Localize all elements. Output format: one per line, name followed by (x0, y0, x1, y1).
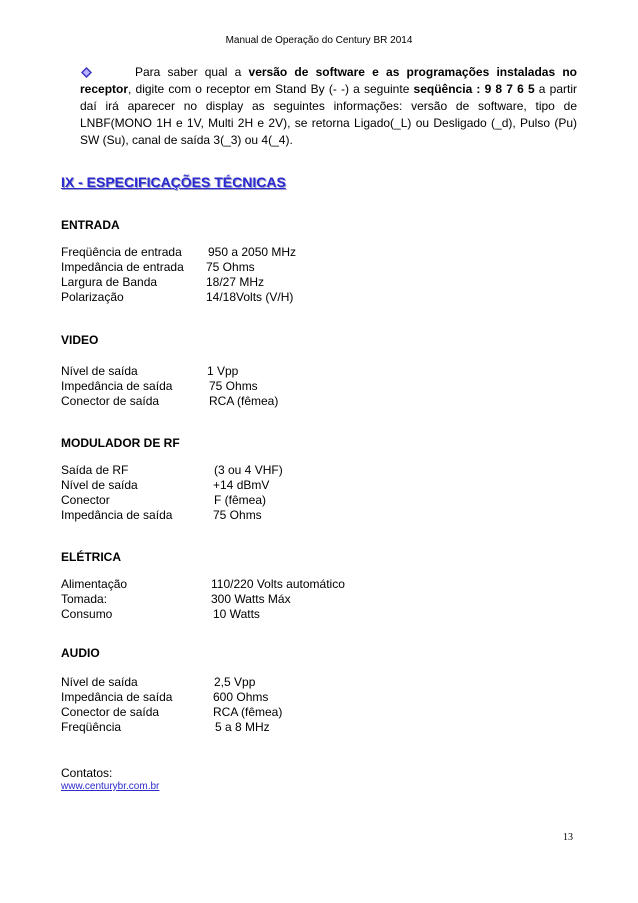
spec-value: 5 a 8 MHz (215, 720, 270, 734)
spec-value: 75 Ohms (209, 379, 258, 393)
spec-value: 18/27 MHz (206, 275, 265, 289)
software-version-paragraph (80, 64, 577, 149)
spec-value: 10 Watts (213, 607, 260, 621)
page-number: 13 (563, 832, 573, 843)
spec-label: Nível de saída (61, 364, 138, 378)
intro-text-1: Para saber qual a (135, 65, 249, 79)
spec-label: Tomada: (61, 592, 108, 606)
spec-label: Impedância de saída (61, 508, 173, 522)
spec-value: 110/220 Volts automático (211, 577, 345, 591)
spec-label: Freqüência de entrada (61, 245, 182, 259)
spec-value: F (fêmea) (214, 493, 267, 507)
section-title: IX - ESPECIFICAÇÕES TÉCNICAS (61, 174, 286, 190)
page-header: Manual de Operação do Century BR 2014 (225, 35, 413, 46)
spec-label: Consumo (61, 607, 113, 621)
video-heading: VIDEO (61, 333, 99, 347)
spec-label: Nível de saída (61, 675, 138, 689)
spec-label: Conector de saída (61, 394, 160, 408)
spec-label: Freqüência (61, 720, 122, 734)
spec-value: (3 ou 4 VHF) (214, 463, 283, 477)
spec-label: Impedância de saída (61, 379, 173, 393)
spec-label: Nível de saída (61, 478, 138, 492)
spec-label: Conector (61, 493, 110, 507)
spec-label: Alimentação (61, 577, 128, 591)
spec-value: 75 Ohms (213, 508, 262, 522)
spec-value: 14/18Volts (V/H) (206, 290, 294, 304)
intro-bold-sequence: seqüência : 9 8 7 6 5 (413, 82, 535, 96)
spec-value: RCA (fêmea) (209, 394, 279, 408)
website-link[interactable]: www.centurybr.com.br (61, 781, 160, 792)
spec-label: Impedância de saída (61, 690, 173, 704)
spec-value: 2,5 Vpp (214, 675, 256, 689)
intro-text-2: , digite com o receptor em Stand By (- -) a seguinte (128, 82, 414, 96)
entrada-heading: ENTRADA (61, 218, 120, 232)
spec-label: Impedância de entrada (61, 260, 184, 274)
spec-value: 300 Watts Máx (211, 592, 291, 606)
spec-value: RCA (fêmea) (213, 705, 283, 719)
spec-value: 950 a 2050 MHz (208, 245, 297, 259)
intro-text-3: a partir daí irá aparecer no display as seguintes informações: versão de software, tipo de LNBF(MONO 1H e 1V, Multi 2H e 2V), se retorna Ligado(_L) ou Desligado (_d), Pulso (Pu) SW (Su), canal de saída 3(_3) ou 4(_4). (80, 82, 577, 147)
spec-label: Largura de Banda (61, 275, 158, 289)
spec-value: 75 Ohms (206, 260, 255, 274)
eletrica-heading: ELÉTRICA (61, 550, 121, 564)
modulador-heading: MODULADOR DE RF (61, 436, 180, 450)
spec-value: +14 dBmV (213, 478, 270, 492)
spec-label: Polarização (61, 290, 124, 304)
spec-value: 600 Ohms (213, 690, 269, 704)
spec-label: Conector de saída (61, 705, 160, 719)
contacts-label: Contatos: (61, 766, 113, 780)
spec-value: 1 Vpp (207, 364, 239, 378)
spec-label: Saída de RF (61, 463, 129, 477)
audio-heading: AUDIO (61, 646, 100, 660)
intro-bold-1: versão de software e as programações instaladas no receptor (80, 65, 578, 96)
